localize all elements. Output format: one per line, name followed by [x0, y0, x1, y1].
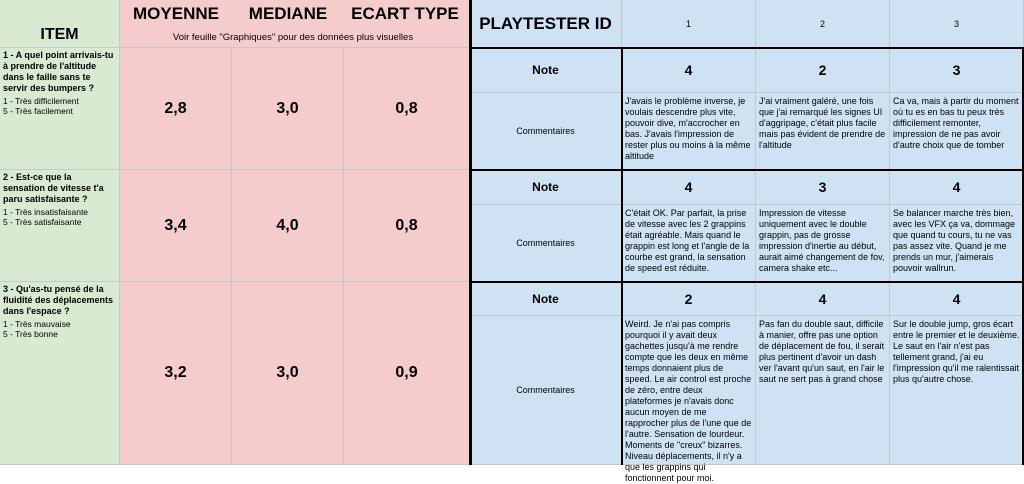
comment-2-2[interactable]: Impression de vitesse uniquement avec le double grappin, pas de grosse impression d'inertie au début, aurait aimé changement de fov, camera shake etc... [756, 205, 890, 282]
ecart-type-value-2[interactable]: 0,8 [344, 170, 470, 282]
comments-label-2[interactable]: Commentaires [470, 205, 622, 282]
note-value-3-3[interactable]: 4 [890, 282, 1024, 316]
thick-divider-row1 [470, 169, 1024, 171]
question-text-2: 2 - Est-ce que la sensation de vitesse t'a paru satisfaisante ? [3, 172, 104, 204]
scale-low-3: 1 - Très mauvaise [3, 319, 71, 329]
comments-label-3[interactable]: Commentaires [470, 316, 622, 465]
note-label-3[interactable]: Note [470, 282, 622, 316]
scale-high-2: 5 - Très satisfaisante [3, 217, 82, 227]
note-label-2[interactable]: Note [470, 170, 622, 205]
thick-divider-note-col [621, 48, 623, 465]
comment-3-1[interactable]: Weird. Je n'ai pas compris pourquoi il y avait deux gachettes jusqu'à me rendre compte que les deux en même temps donnaient plus de speed. Le air control est proche de zéro, entre deux plateformes je n'avais donc aucun moyen de me rapprocher plus de l'une que de l'autre. Sensation de lourdeur. Moments de "creux" bizarres. Niveau déplacements, il n'y a que les grappins qui fonctionnent pour moi. [622, 316, 756, 465]
note-value-2-1[interactable]: 4 [622, 170, 756, 205]
mediane-value-2[interactable]: 4,0 [232, 170, 344, 282]
note-value-1-3[interactable]: 3 [890, 48, 1024, 93]
comment-1-2[interactable]: J'ai vraiment galéré, une fois que j'ai remarqué les signes UI d'aggripage, c'était plus facile mais pas évident de prendre de l'altitude [756, 93, 890, 170]
question-cell-2[interactable] [0, 170, 120, 282]
thick-divider-row2 [470, 281, 1024, 283]
moyenne-value-2[interactable]: 3,4 [120, 170, 232, 282]
item-header: ITEM [40, 25, 79, 43]
moyenne-value-1[interactable]: 2,8 [120, 48, 232, 170]
moyenne-header: MOYENNE [133, 4, 219, 23]
comment-2-1[interactable]: C'était OK. Par parfait, la prise de vitesse avec les 2 grappins était agréable. Mais quand le grappin est long et l'angle de la courbe est grand, la sensation de speed est réduite. [622, 205, 756, 282]
playtester-id-header-cell[interactable] [470, 0, 622, 48]
ecart-type-header: ECART TYPE [351, 4, 459, 23]
moyenne-value-3[interactable]: 3,2 [120, 282, 232, 465]
note-value-3-2[interactable]: 4 [756, 282, 890, 316]
note-value-2-2[interactable]: 3 [756, 170, 890, 205]
thick-divider-header [470, 47, 1024, 49]
scale-low-2: 1 - Très insatisfaisante [3, 207, 89, 217]
ecart-type-value-3[interactable]: 0,9 [344, 282, 470, 465]
comment-2-3[interactable]: Se balancer marche très bien, avec les VFX ça va, dommage que quand tu cours, tu ne vas pas assez vite. Quand je me prends un mur, j'aimerais pouvoir wallrun. [890, 205, 1024, 282]
item-header-cell[interactable] [0, 0, 120, 48]
playtester-id-3[interactable]: 3 [890, 0, 1024, 48]
thick-divider-vertical [469, 0, 472, 465]
mediane-value-1[interactable]: 3,0 [232, 48, 344, 170]
question-cell-1[interactable] [0, 48, 120, 170]
scale-high-3: 5 - Très bonne [3, 329, 58, 339]
note-value-2-3[interactable]: 4 [890, 170, 1024, 205]
question-text-3: 3 - Qu'as-tu pensé de la fluidité des déplacements dans l'espace ? [3, 284, 114, 316]
question-text-1: 1 - A quel point arrivais-tu à prendre de l'altitude dans le faille sans te servir des bumpers ? [3, 50, 114, 93]
comments-label-1[interactable]: Commentaires [470, 93, 622, 170]
note-label-1[interactable]: Note [470, 48, 622, 93]
comment-3-2[interactable]: Pas fan du double saut, difficile à manier, offre pas une option de déplacement de fou, il serait plus pertinent d'avoir un dash ver l'avant qu'un saut, en l'air le saut ne sert pas à grand chose [756, 316, 890, 465]
comment-3-3[interactable]: Sur le double jump, gros écart entre le premier et le deuxième. Le saut en l'air n'est pas tellement grand, j'ai eu l'impression qu'il me ralentissait plus qu'autre chose. [890, 316, 1024, 465]
playtester-id-1[interactable]: 1 [622, 0, 756, 48]
stats-header[interactable] [120, 0, 470, 48]
playtester-id-2[interactable]: 2 [756, 0, 890, 48]
mediane-header: MEDIANE [248, 4, 328, 23]
scale-high-1: 5 - Très facilement [3, 106, 73, 116]
note-value-1-2[interactable]: 2 [756, 48, 890, 93]
ecart-type-value-1[interactable]: 0,8 [344, 48, 470, 170]
mediane-value-3[interactable]: 3,0 [232, 282, 344, 465]
note-value-3-1[interactable]: 2 [622, 282, 756, 316]
playtester-id-header: PLAYTESTER ID [479, 13, 612, 33]
comment-1-1[interactable]: J'avais le problème inverse, je voulais descendre plus vite, pouvoir dive, m'accrocher en bas. J'avais l'impression de rester plus ou moins à la même altitude [622, 93, 756, 170]
scale-low-1: 1 - Très difficilement [3, 96, 79, 106]
stats-note: Voir feuille "Graphiques" pour des données plus visuelles [172, 31, 414, 43]
question-cell-3[interactable] [0, 282, 120, 465]
comment-1-3[interactable]: Ca va, mais à partir du moment où tu es en bas tu peux très difficilement remonter, impression de ne pas avoir d'autre choix que de tomber [890, 93, 1024, 170]
note-value-1-1[interactable]: 4 [622, 48, 756, 93]
